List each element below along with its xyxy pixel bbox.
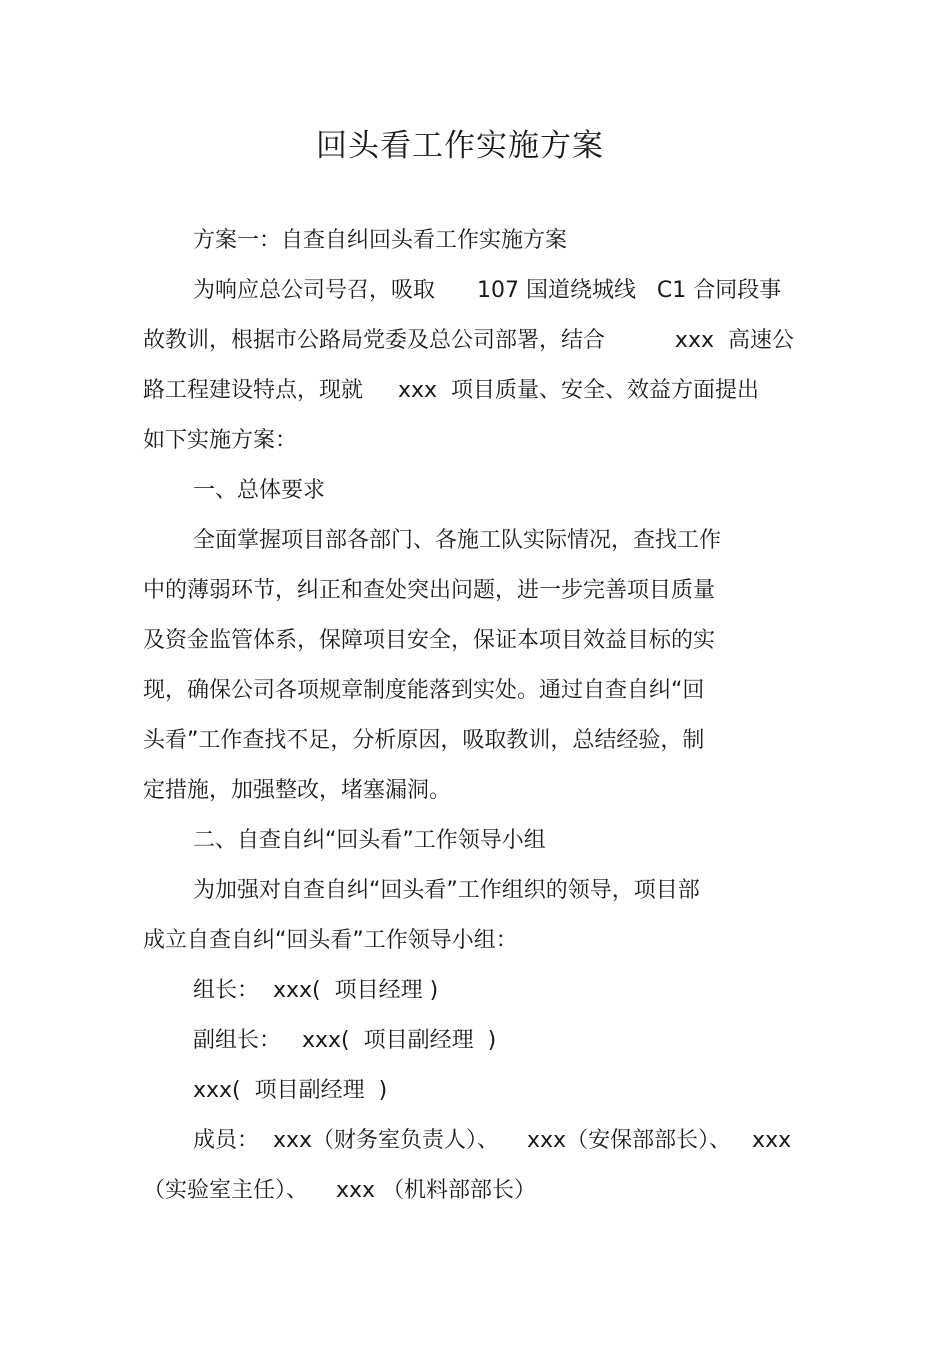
paragraph-line: 路工程建设特点，现就 xxx 项目质量、安全、效益方面提出: [143, 378, 760, 403]
paragraph-line: 头看”工作查找不足，分析原因，吸取教训，总结经验，制: [143, 728, 705, 753]
members-line: （实验室主任）、 xxx （机料部部长）: [143, 1178, 537, 1203]
paragraph-line: 为响应总公司号召，吸取 107 国道绕城线 C1 合同段事: [193, 278, 782, 303]
paragraph-line: 如下实施方案：: [143, 428, 298, 453]
section-heading-leadership-group: 二、自查自纠“回头看”工作领导小组: [193, 828, 546, 853]
paragraph-line: 故教训，根据市公路局党委及总公司部署，结合 xxx 高速公: [143, 328, 794, 353]
members-line: 成员： xxx（财务室负责人）、 xxx（安保部部长）、 xxx: [193, 1128, 792, 1153]
paragraph-line: 全面掌握项目部各部门、各施工队实际情况，查找工作: [193, 528, 722, 553]
paragraph-line: 成立自查自纠“回头看”工作领导小组：: [143, 928, 518, 953]
deputy-leader-line: 副组长： xxx( 项目副经理 ): [193, 1028, 497, 1053]
deputy-leader-line: xxx( 项目副经理 ): [193, 1078, 388, 1103]
paragraph-line: 为加强对自查自纠“回头看”工作组织的领导，项目部: [193, 878, 700, 903]
document-title: 回头看工作实施方案: [316, 128, 604, 164]
section-heading-general-requirements: 一、总体要求: [193, 478, 326, 503]
paragraph-line: 中的薄弱环节，纠正和查处突出问题，进一步完善项目质量: [143, 578, 716, 603]
paragraph-line: 现，确保公司各项规章制度能落到实处。通过自查自纠“回: [143, 678, 705, 703]
paragraph-line: 及资金监管体系，保障项目安全，保证本项目效益目标的实: [143, 628, 716, 653]
scheme-one-heading: 方案一：自查自纠回头看工作实施方案: [193, 228, 568, 253]
group-leader-line: 组长： xxx( 项目经理 ): [193, 978, 439, 1003]
paragraph-line: 定措施，加强整改，堵塞漏洞。: [143, 778, 452, 803]
